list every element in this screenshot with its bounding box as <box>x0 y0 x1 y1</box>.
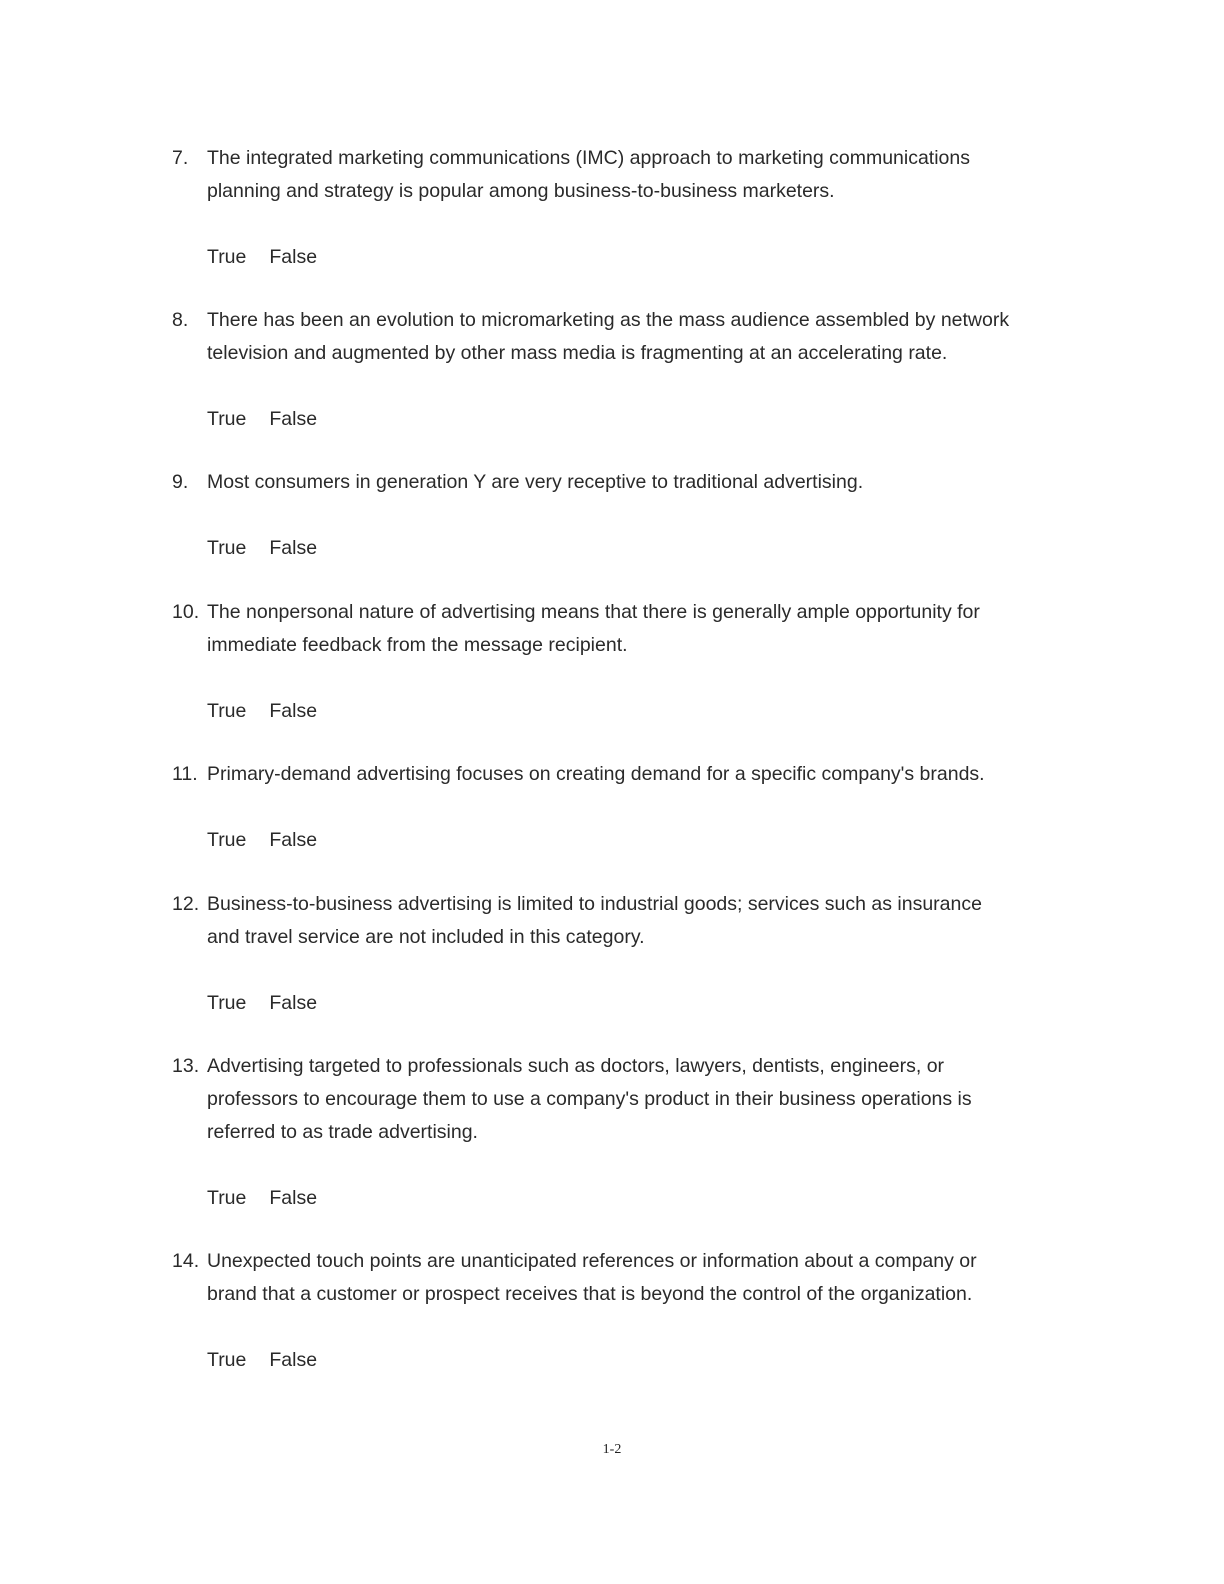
question-14 <box>172 1245 1072 1377</box>
question-text: Business-to-business advertising is limited to industrial goods; services such as insurance and travel service are not included in this category. <box>207 893 982 948</box>
question-11 <box>172 758 1072 857</box>
question-10 <box>172 596 1072 728</box>
question-number: 14. <box>172 1250 200 1272</box>
false-option[interactable]: False <box>269 829 318 851</box>
question-number: 9. <box>172 471 189 493</box>
true-option[interactable]: True <box>207 700 247 722</box>
true-option[interactable]: True <box>207 829 247 851</box>
question-13 <box>172 1050 1072 1215</box>
page-number: 1-2 <box>602 1442 622 1457</box>
question-text: The nonpersonal nature of advertising means that there is generally ample opportunity for immediate feedback from the message recipient. <box>207 601 980 656</box>
question-text: Most consumers in generation Y are very receptive to traditional advertising. <box>207 471 864 493</box>
question-12 <box>172 888 1072 1020</box>
question-text: There has been an evolution to micromarketing as the mass audience assembled by network television and augmented by other mass media is fragmenting at an accelerating rate. <box>207 309 1010 364</box>
answer-options <box>207 1182 1072 1215</box>
false-option[interactable]: False <box>269 992 318 1014</box>
question-number: 8. <box>172 309 189 331</box>
question-number: 13. <box>172 1055 200 1077</box>
true-option[interactable]: True <box>207 992 247 1014</box>
question-number: 10. <box>172 601 200 623</box>
true-option[interactable]: True <box>207 537 247 559</box>
question-text: Unexpected touch points are unanticipated references or information about a company or brand that a customer or prospect receives that is beyond the control of the organization. <box>207 1250 977 1305</box>
true-option[interactable]: True <box>207 246 247 268</box>
answer-options <box>207 241 1072 274</box>
false-option[interactable]: False <box>269 1349 318 1371</box>
question-7 <box>172 142 1072 274</box>
answer-options <box>207 695 1072 728</box>
true-option[interactable]: True <box>207 1349 247 1371</box>
false-option[interactable]: False <box>269 700 318 722</box>
false-option[interactable]: False <box>269 537 318 559</box>
answer-options <box>207 532 1072 565</box>
question-8 <box>172 304 1072 436</box>
question-text: Advertising targeted to professionals such as doctors, lawyers, dentists, engineers, or professors to encourage them to use a company's product in their business operations is referred to as trade advertising. <box>207 1055 972 1143</box>
false-option[interactable]: False <box>269 408 318 430</box>
question-number: 11. <box>172 763 198 785</box>
true-option[interactable]: True <box>207 408 247 430</box>
question-text: The integrated marketing communications (IMC) approach to marketing communications planning and strategy is popular among business-to-business marketers. <box>207 147 970 202</box>
false-option[interactable]: False <box>269 246 318 268</box>
answer-options <box>207 1344 1072 1377</box>
question-9 <box>172 466 1072 565</box>
answer-options <box>207 987 1072 1020</box>
true-option[interactable]: True <box>207 1187 247 1209</box>
false-option[interactable]: False <box>269 1187 318 1209</box>
answer-options <box>207 403 1072 436</box>
question-number: 12. <box>172 893 200 915</box>
question-text: Primary-demand advertising focuses on creating demand for a specific company's brands. <box>207 763 985 785</box>
answer-options <box>207 824 1072 857</box>
question-number: 7. <box>172 147 189 169</box>
